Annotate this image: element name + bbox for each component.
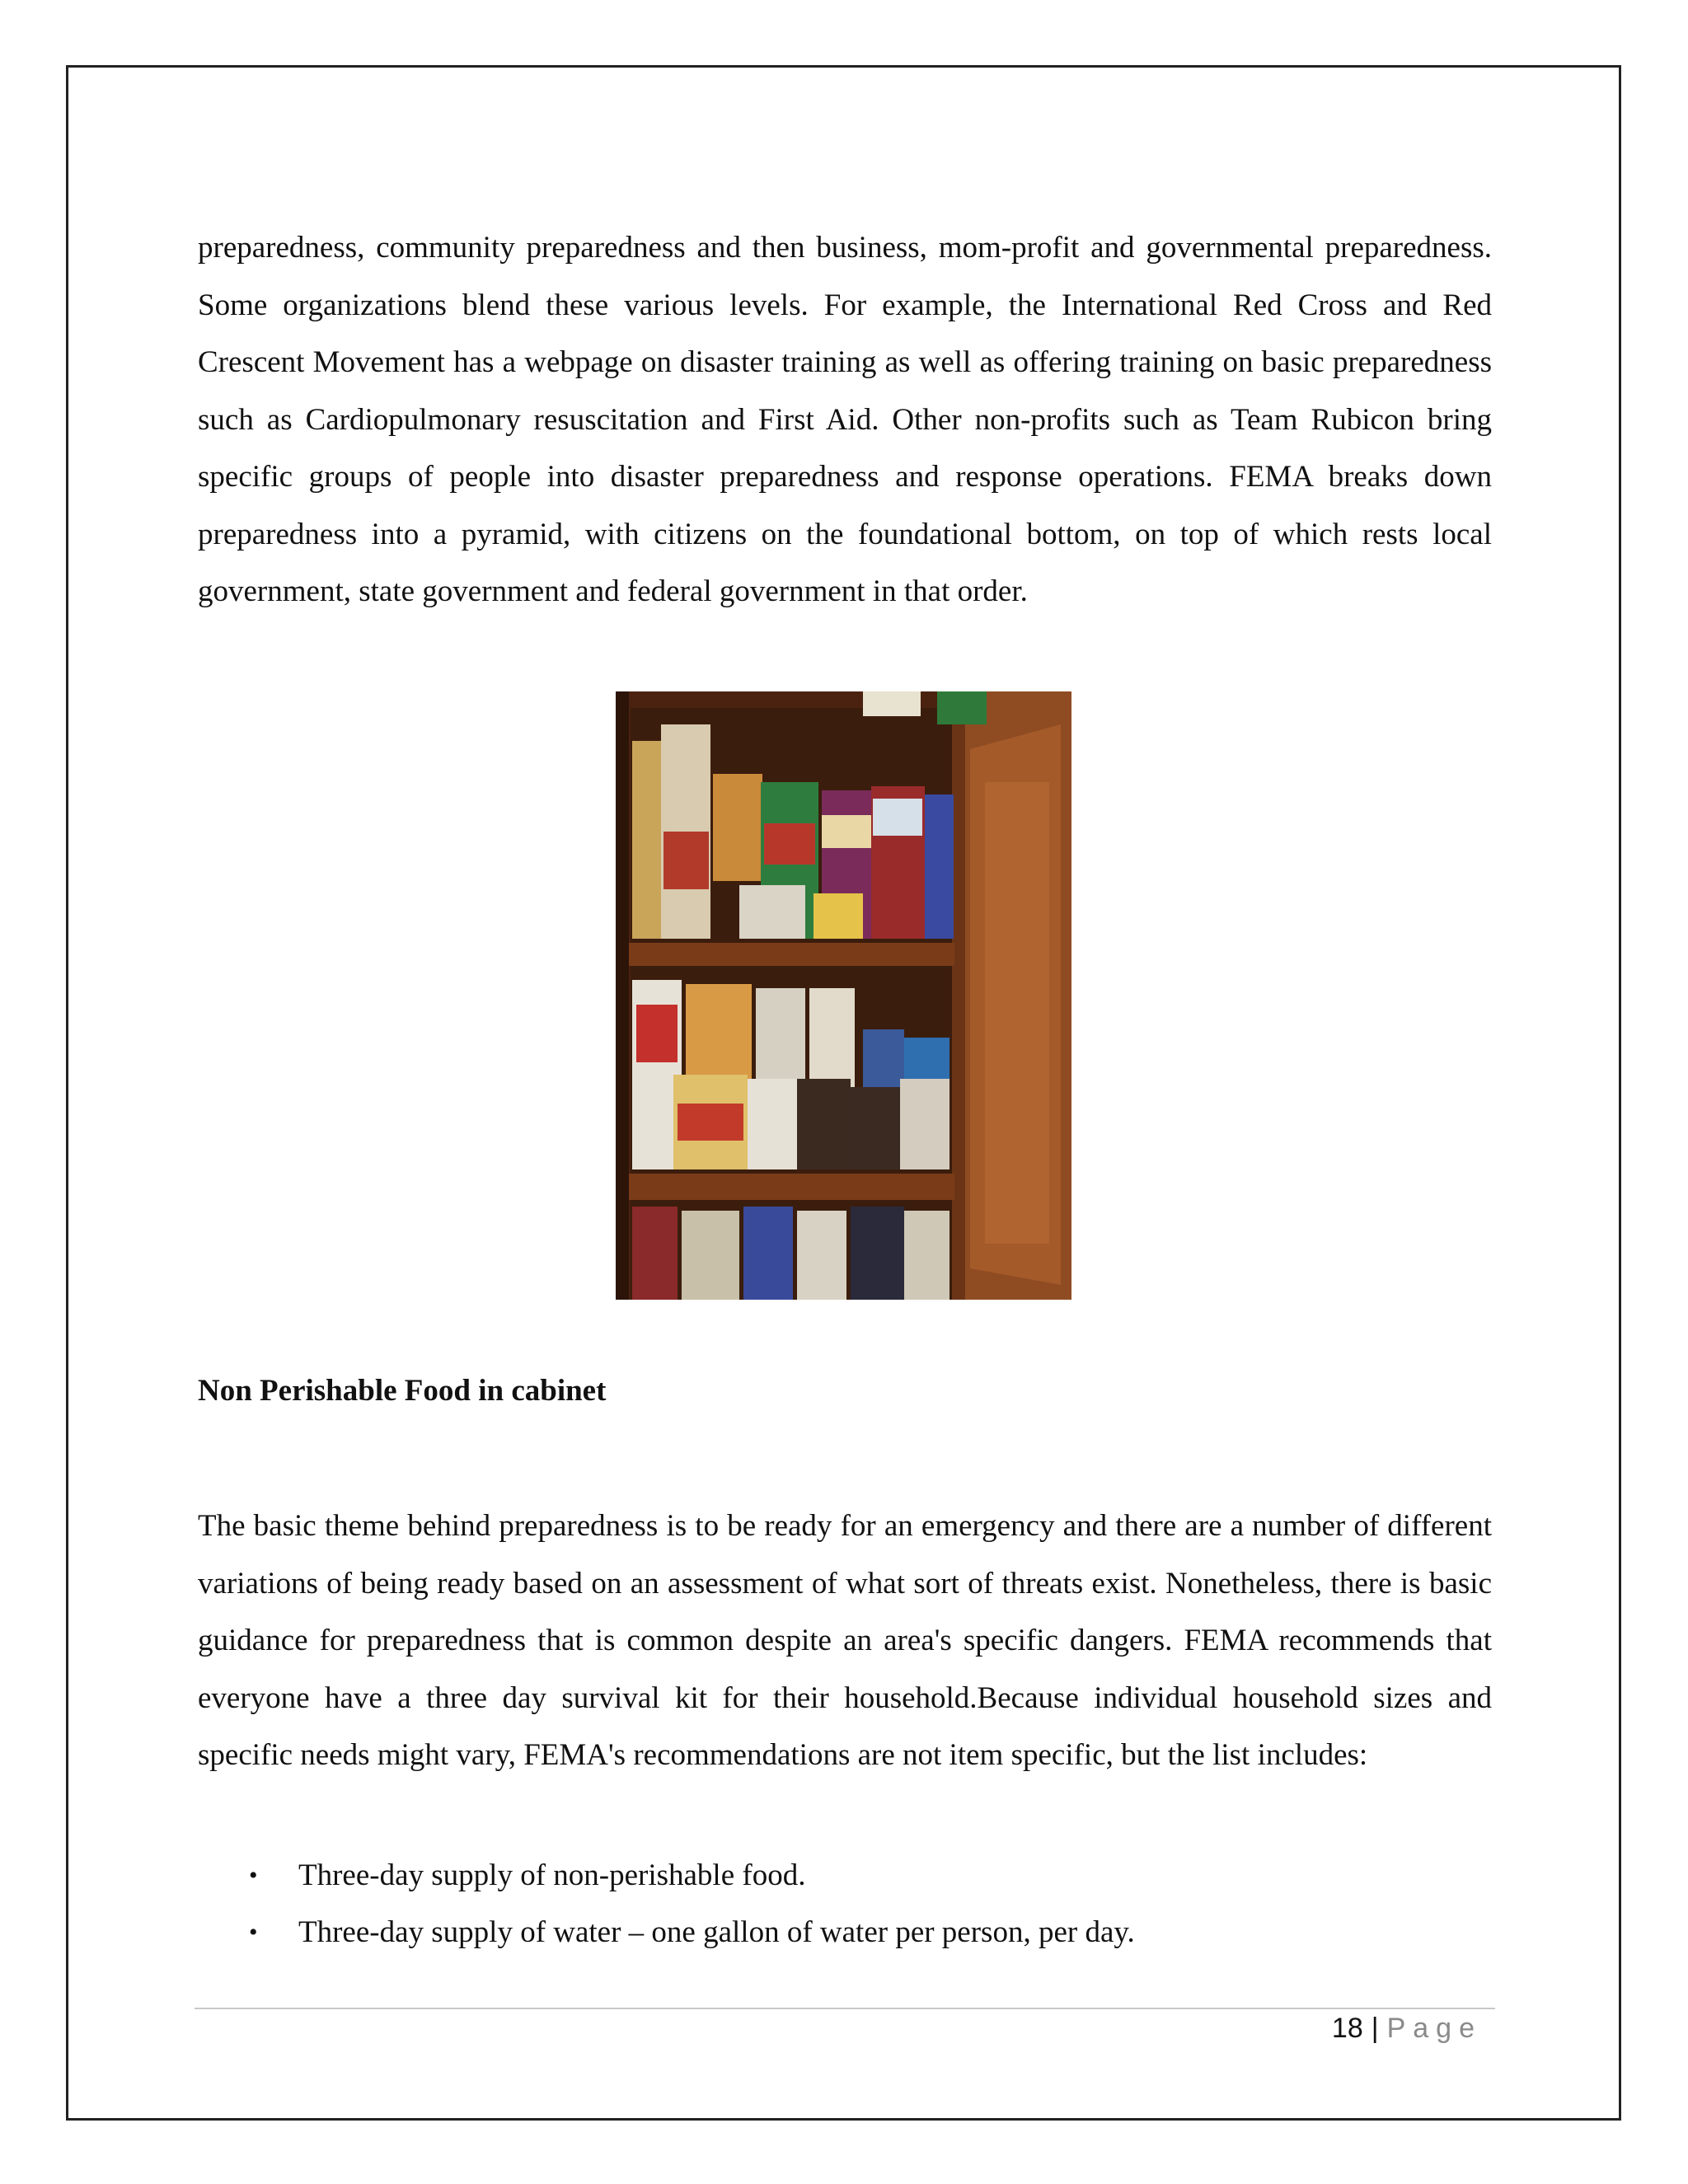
figure-caption: Non Perishable Food in cabinet (198, 1374, 607, 1408)
supply-list (198, 1847, 1492, 1961)
list-item (198, 1904, 1492, 1961)
body-paragraph-1: preparedness, community preparedness and then business, mom-profit and governmental preparedness. Some organizations blend these various levels. For example, the International Red Cross and Red Crescent Movement has a webpage on disaster training as well as offering training on basic preparedness such as Cardiopulmonary resuscitation and First Aid. Other non-profits such as Team Rubicon bring specific groups of people into disaster preparedness and response operations. FEMA breaks down preparedness into a pyramid, with citizens on the foundational bottom, on top of which rests local government, state government and federal government in that order. (198, 231, 1492, 608)
bullet-icon: • (249, 1919, 258, 1946)
pantry-cabinet-photo (616, 691, 1071, 1300)
footer-divider (195, 2008, 1495, 2009)
page-number: 18 (1331, 2013, 1363, 2044)
list-item (198, 1847, 1492, 1904)
bullet-icon: • (249, 1862, 258, 1889)
list-item-text: Three-day supply of non-perishable food. (298, 1858, 806, 1892)
body-paragraph-2: The basic theme behind preparedness is to be ready for an emergency and there are a number of different variations of being ready based on an assessment of what sort of threats exist. Nonetheless, there is basic guidance for preparedness that is common despite an area's specific dangers. FEMA recommends that everyone have a three day survival kit for their household.Because individual household sizes and specific needs might vary, FEMA's recommendations are not item specific, but the list includes: (198, 1509, 1492, 1772)
page-label: Page (1386, 2013, 1482, 2044)
list-item-text: Three-day supply of water – one gallon of water per person, per day. (298, 1915, 1135, 1949)
page-footer (1332, 2008, 1482, 2048)
footer-separator: | (1371, 2013, 1379, 2044)
